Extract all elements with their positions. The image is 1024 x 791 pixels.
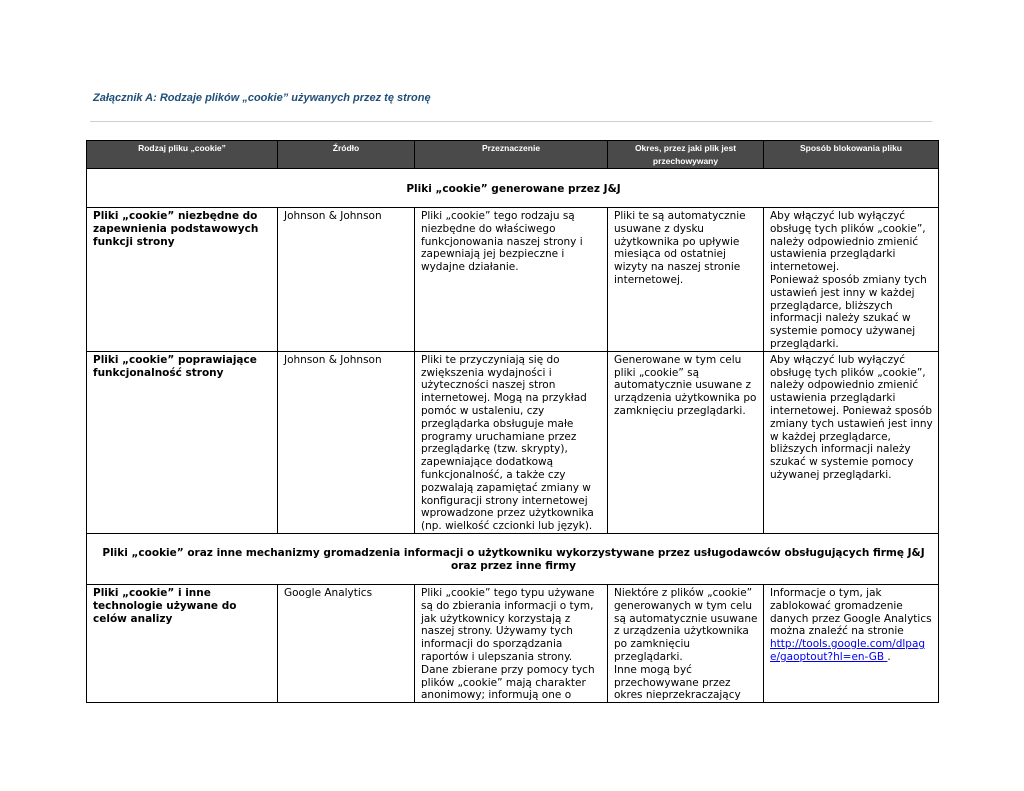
text-line: jak użytkownicy korzystają z (421, 612, 571, 625)
link-suffix: . (887, 650, 891, 663)
header-divider (90, 121, 932, 122)
text-line: zapewniające dodatkową (421, 456, 554, 469)
text-line: użytkownika po upływie (614, 235, 740, 248)
section-title: Pliki „cookie” generowane przez J&J (87, 169, 939, 208)
source-cell: Johnson & Johnson (278, 208, 415, 352)
text-line: ustawienia przeglądarki (770, 392, 896, 405)
blocking-cell (764, 208, 939, 352)
text-line: wizyty na naszej stronie (614, 261, 741, 274)
text-line: wprowadzone przez użytkownika (421, 507, 594, 520)
text-line: usuwane z dysku (614, 222, 704, 235)
text-line: plików „cookie” mają charakter (421, 676, 586, 689)
text-line: należy odpowiednio zmienić (770, 235, 919, 248)
text-line: systemie pomocy używanej (770, 325, 916, 338)
source-cell: Google Analytics (278, 584, 415, 702)
column-header-purpose: Przeznaczenie (415, 141, 608, 169)
text-line: zablokować gromadzenie (770, 599, 903, 612)
period-cell (608, 584, 764, 702)
text-line: pozwalają zapamiętać zmiany w (421, 481, 591, 494)
text-line: miesiąca od ostatniej (614, 248, 726, 261)
blocking-text (770, 587, 934, 638)
purpose-cell (415, 351, 608, 533)
text-line: naszej strony. Używamy tych (421, 625, 573, 638)
text-line: internetowej. (614, 273, 684, 286)
text-line: Informacje o tym, jak (770, 586, 882, 599)
text-line: funkcjonalność strony (93, 366, 224, 379)
blocking-cell (764, 351, 939, 533)
text-line: przeglądarce, bliższych (770, 299, 893, 312)
column-header-blocking-method: Sposób blokowania pliku (764, 141, 939, 169)
text-line: Aby włączyć lub wyłączyć (770, 210, 906, 222)
table-row (87, 584, 939, 702)
text-line: funkcjonowania naszej strony i (421, 235, 583, 248)
table-header-row (87, 141, 939, 169)
text-line: przechowywane przez (614, 676, 731, 689)
text-line: zapewniają jej bezpieczne i (421, 248, 565, 261)
period-cell (608, 351, 764, 533)
text-line: w każdej przeglądarce, (770, 430, 891, 443)
column-header-cookie-type: Rodzaj pliku „cookie” (87, 141, 278, 169)
text-line: funkcji strony (93, 235, 175, 248)
text-line: wydajne działanie. (421, 261, 519, 274)
text-line: należy odpowiednio zmienić (770, 379, 919, 392)
text-line: internetowej. Mogą na przykład (421, 392, 587, 405)
text-line: używanej przeglądarki. (770, 468, 892, 481)
text-line: urządzenia użytkownika po (614, 392, 757, 405)
purpose-cell (415, 208, 608, 352)
text-line: zapewnienia podstawowych (93, 222, 259, 235)
source-cell: Johnson & Johnson (278, 351, 415, 533)
section-row-jj-cookies (87, 169, 939, 208)
link-line: http://tools.google.com/dlpag (770, 638, 926, 651)
text-line: przeglądarki. (614, 650, 683, 663)
text-line: zwiększenia wydajności i (421, 366, 552, 379)
text-line: Pliki „cookie” tego typu używane (421, 586, 595, 599)
text-line: technologie używane do (93, 599, 237, 612)
text-line: informacji do sporządzania (421, 638, 563, 651)
text-line: generowanych w tym celu (614, 599, 753, 612)
text-line: obsługę tych plików „cookie”, (770, 366, 926, 379)
text-line: z urządzenia użytkownika (614, 625, 749, 638)
text-line: internetowej. (770, 261, 840, 274)
text-line: informacji należy szukać w (770, 312, 911, 325)
text-line: funkcjonalność, a także czy (421, 468, 566, 481)
text-line: internetowej. Ponieważ sposób (770, 404, 932, 417)
text-line: zmiany tych ustawień jest inny (770, 417, 933, 430)
text-line: użyteczności naszej stron (421, 379, 556, 392)
text-line: okres nieprzekraczający (614, 689, 741, 702)
text-line: Ponieważ sposób zmiany tych (770, 273, 927, 286)
text-line: Pliki „cookie” oraz inne mechanizmy gromadzenia informacji o użytkowniku wykorzystywane przez usługodawców obsługujących firmę J&J (102, 546, 925, 559)
cookie-type-cell (87, 584, 278, 702)
google-analytics-optout-link[interactable] (770, 638, 934, 663)
text-line: konfiguracji strony internetowej (421, 494, 588, 507)
purpose-cell (415, 584, 608, 702)
text-line: zamknięciu przeglądarki. (614, 404, 746, 417)
text-line: pomóc w ustaleniu, czy (421, 404, 545, 417)
text-line: pliki „cookie” są (614, 366, 700, 379)
text-line: programy uruchamiane przez (421, 430, 577, 443)
blocking-cell (764, 584, 939, 702)
text-line: oraz przez inne firmy (450, 559, 576, 572)
text-line: Generowane w tym celu (614, 353, 742, 366)
cookie-type-cell (87, 351, 278, 533)
section-row-third-party-cookies (87, 533, 939, 584)
text-line: Niektóre z plików „cookie” (614, 586, 753, 599)
page-heading: Załącznik A: Rodzaje plików „cookie” używanych przez tę stronę (93, 92, 431, 104)
text-line: raportów i ulepszania strony. (421, 650, 573, 663)
text-line: Pliki te przyczyniają się do (421, 353, 560, 366)
text-line: Pliki „cookie” poprawiające (93, 353, 257, 366)
text-line: przeglądarkę (tzw. skrypty), (421, 443, 568, 456)
text-line: Pliki te są automatycznie (614, 210, 746, 222)
text-line: ustawienia przeglądarki (770, 248, 896, 261)
text-line: bliższych informacji należy (770, 443, 911, 456)
text-line: (np. wielkość czcionki lub język). (421, 520, 593, 533)
text-line: Pliki „cookie” tego rodzaju są (421, 210, 575, 222)
text-line: Inne mogą być (614, 663, 692, 676)
link-line: e/gaoptout?hl=en-GB (770, 650, 885, 663)
text-line: ustawień jest inny w każdej (770, 286, 915, 299)
text-line: przeglądarka obsługuje małe (421, 417, 574, 430)
cookie-types-table (86, 140, 939, 703)
text-line: automatycznie usuwane z (614, 379, 752, 392)
cookie-type-cell (87, 208, 278, 352)
text-line: celów analizy (93, 612, 173, 625)
text-line: obsługę tych plików „cookie”, (770, 222, 926, 235)
text-line: przeglądarki. (770, 337, 839, 350)
table-row (87, 351, 939, 533)
text-line: są automatycznie usuwane (614, 612, 758, 625)
text-line: Dane zbierane przy pomocy tych (421, 663, 595, 676)
period-cell (608, 208, 764, 352)
column-header-retention-period: Okres, przez jaki plik jest przechowywany (608, 141, 764, 169)
text-line: można znaleźć na stronie (770, 625, 904, 638)
text-line: anonimowy; informują one o (421, 689, 572, 702)
table-row (87, 208, 939, 352)
text-line: Pliki „cookie” niezbędne do (93, 210, 258, 222)
text-line: są do zbierania informacji o tym, (421, 599, 594, 612)
text-line: po zamknięciu (614, 638, 691, 651)
text-line: danych przez Google Analytics (770, 612, 932, 625)
column-header-source: Źródło (278, 141, 415, 169)
text-line: Pliki „cookie” i inne (93, 586, 211, 599)
text-line: niezbędne do właściwego (421, 222, 556, 235)
text-line: Aby włączyć lub wyłączyć (770, 353, 906, 366)
text-line: szukać w systemie pomocy (770, 456, 914, 469)
section-title (87, 533, 939, 584)
